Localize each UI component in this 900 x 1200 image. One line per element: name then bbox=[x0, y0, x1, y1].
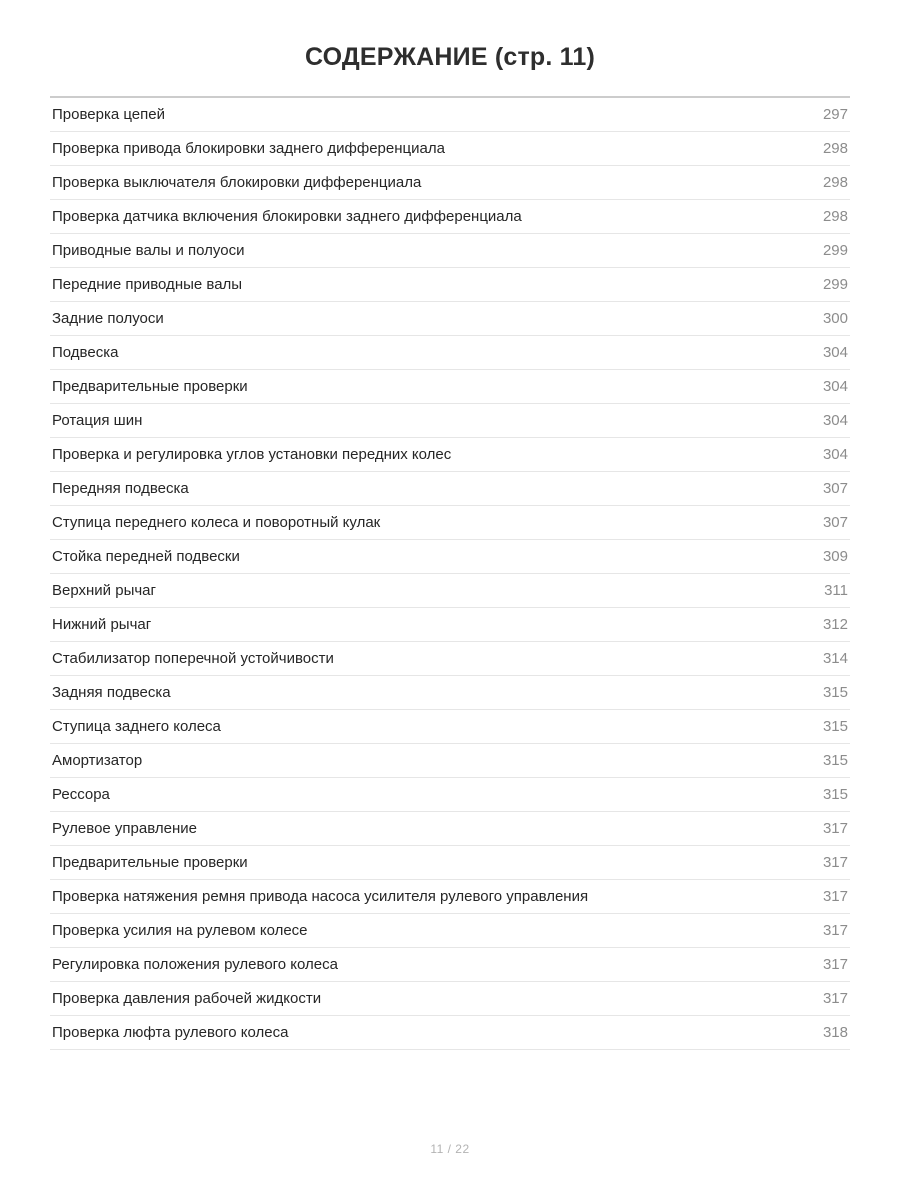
toc-entry-label: Предварительные проверки bbox=[52, 378, 248, 395]
toc-entry-label: Нижний рычаг bbox=[52, 616, 152, 633]
toc-entry-page-number: 314 bbox=[822, 650, 848, 667]
toc-entry[interactable] bbox=[50, 812, 850, 846]
toc-entry-page-number: 317 bbox=[822, 820, 848, 837]
toc-entry[interactable] bbox=[50, 744, 850, 778]
toc-entry-label: Передняя подвеска bbox=[52, 480, 189, 497]
toc-entry[interactable] bbox=[50, 642, 850, 676]
toc-entry-page-number: 298 bbox=[822, 140, 848, 157]
toc-entry-page-number: 311 bbox=[824, 582, 848, 599]
toc-entry-page-number: 300 bbox=[822, 310, 848, 327]
toc-entry[interactable] bbox=[50, 370, 850, 404]
toc-entry-label: Задние полуоси bbox=[52, 310, 164, 327]
toc-entry[interactable] bbox=[50, 778, 850, 812]
toc-entry[interactable] bbox=[50, 336, 850, 370]
toc-entry-page-number: 317 bbox=[822, 956, 848, 973]
toc-entry-label: Проверка давления рабочей жидкости bbox=[52, 990, 322, 1007]
toc-entry-label: Проверка привода блокировки заднего дифференциала bbox=[52, 140, 445, 157]
toc-entry-label: Приводные валы и полуоси bbox=[52, 242, 245, 259]
toc-entry-page-number: 317 bbox=[822, 922, 848, 939]
toc-entry-page-number: 297 bbox=[822, 106, 848, 123]
toc-entry-label: Регулировка положения рулевого колеса bbox=[52, 956, 338, 973]
toc-entry-label: Ступица переднего колеса и поворотный кулак bbox=[52, 514, 381, 531]
toc-entry[interactable] bbox=[50, 574, 850, 608]
toc-entry-page-number: 298 bbox=[822, 208, 848, 225]
toc-entry-page-number: 312 bbox=[822, 616, 848, 633]
toc-entry[interactable] bbox=[50, 404, 850, 438]
toc-entry[interactable] bbox=[50, 200, 850, 234]
toc-entry-label: Задняя подвеска bbox=[52, 684, 171, 701]
toc-entry[interactable] bbox=[50, 234, 850, 268]
toc-entry[interactable] bbox=[50, 438, 850, 472]
toc-entry-label: Проверка датчика включения блокировки заднего дифференциала bbox=[52, 208, 522, 225]
toc-entry-page-number: 315 bbox=[822, 684, 848, 701]
toc-entry-label: Подвеска bbox=[52, 344, 119, 361]
toc-entry-page-number: 315 bbox=[822, 786, 848, 803]
toc-entry-label: Проверка натяжения ремня привода насоса усилителя рулевого управления bbox=[52, 888, 589, 905]
toc-entry-page-number: 298 bbox=[822, 174, 848, 191]
toc-entry-page-number: 304 bbox=[822, 378, 848, 395]
toc-entry[interactable] bbox=[50, 982, 850, 1016]
toc-entry-page-number: 317 bbox=[822, 854, 848, 871]
toc-entry-label: Предварительные проверки bbox=[52, 854, 248, 871]
toc-entry-page-number: 317 bbox=[822, 888, 848, 905]
toc-entry-label: Рулевое управление bbox=[52, 820, 197, 837]
toc-entry-page-number: 309 bbox=[822, 548, 848, 565]
toc-entry-page-number: 299 bbox=[822, 276, 848, 293]
table-of-contents bbox=[50, 98, 850, 1050]
toc-entry[interactable] bbox=[50, 166, 850, 200]
toc-entry[interactable] bbox=[50, 948, 850, 982]
page-title: СОДЕРЖАНИЕ (стр. 11) bbox=[304, 43, 596, 71]
toc-entry[interactable] bbox=[50, 506, 850, 540]
toc-entry-label: Стабилизатор поперечной устойчивости bbox=[52, 650, 334, 667]
toc-entry[interactable] bbox=[50, 98, 850, 132]
toc-entry[interactable] bbox=[50, 914, 850, 948]
toc-entry-page-number: 304 bbox=[822, 412, 848, 429]
toc-entry-label: Проверка и регулировка углов установки передних колес bbox=[52, 446, 452, 463]
toc-entry[interactable] bbox=[50, 132, 850, 166]
toc-entry-page-number: 315 bbox=[822, 752, 848, 769]
toc-entry-label: Проверка выключателя блокировки дифференциала bbox=[52, 174, 422, 191]
toc-entry-page-number: 299 bbox=[822, 242, 848, 259]
toc-entry[interactable] bbox=[50, 710, 850, 744]
toc-entry-page-number: 318 bbox=[822, 1024, 848, 1041]
toc-entry-label: Передние приводные валы bbox=[52, 276, 243, 293]
toc-entry-label: Проверка усилия на рулевом колесе bbox=[52, 922, 308, 939]
toc-entry[interactable] bbox=[50, 1016, 850, 1050]
toc-entry[interactable] bbox=[50, 676, 850, 710]
toc-entry-page-number: 304 bbox=[822, 446, 848, 463]
toc-entry-label: Проверка цепей bbox=[52, 106, 165, 123]
toc-entry[interactable] bbox=[50, 540, 850, 574]
toc-entry-label: Рессора bbox=[52, 786, 110, 803]
toc-entry[interactable] bbox=[50, 302, 850, 336]
toc-entry-page-number: 304 bbox=[822, 344, 848, 361]
toc-entry[interactable] bbox=[50, 846, 850, 880]
toc-entry[interactable] bbox=[50, 880, 850, 914]
toc-entry-label: Ротация шин bbox=[52, 412, 143, 429]
page-footer: 11 / 22 bbox=[430, 1142, 470, 1156]
toc-entry-page-number: 307 bbox=[822, 480, 848, 497]
toc-entry-page-number: 315 bbox=[822, 718, 848, 735]
toc-entry-label: Амортизатор bbox=[52, 752, 143, 769]
toc-entry-label: Стойка передней подвески bbox=[52, 548, 240, 565]
toc-entry-page-number: 317 bbox=[822, 990, 848, 1007]
toc-entry-label: Ступица заднего колеса bbox=[52, 718, 221, 735]
toc-entry-page-number: 307 bbox=[822, 514, 848, 531]
toc-entry[interactable] bbox=[50, 472, 850, 506]
toc-entry-label: Проверка люфта рулевого колеса bbox=[52, 1024, 289, 1041]
toc-entry[interactable] bbox=[50, 268, 850, 302]
toc-entry-label: Верхний рычаг bbox=[52, 582, 156, 599]
toc-entry[interactable] bbox=[50, 608, 850, 642]
